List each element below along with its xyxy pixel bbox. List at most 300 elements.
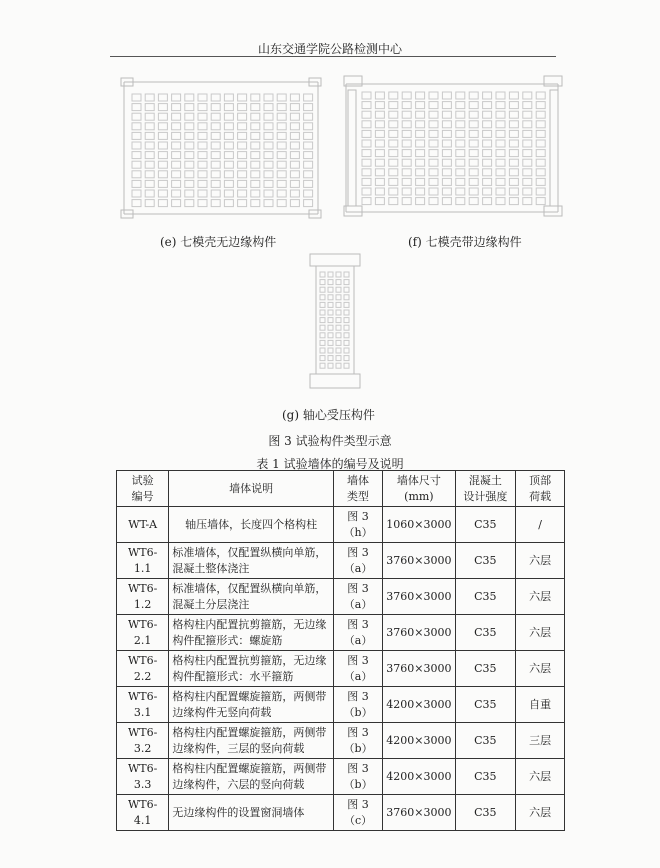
grid-cell — [523, 92, 532, 99]
grid-cell — [375, 111, 384, 118]
grid-cell — [328, 333, 333, 338]
figure-e-caption: (e) 七模壳无边缘构件 — [160, 235, 277, 249]
grid-cell — [238, 142, 247, 149]
grid-cell — [536, 140, 545, 147]
grid-cell — [389, 130, 398, 137]
grid-cell — [172, 142, 181, 149]
table-1-caption: 表 1 试验墙体的编号及说明 — [256, 457, 404, 471]
grid-cell — [328, 318, 333, 323]
cell-size: 3760×3000 — [383, 651, 455, 687]
grid-cell — [416, 102, 425, 109]
header-id-line1: 试验 — [131, 473, 154, 487]
grid-cell — [172, 94, 181, 101]
grid-cell — [320, 287, 325, 292]
grid-cell — [158, 142, 167, 149]
grid-cell — [429, 130, 438, 137]
cell-description — [169, 579, 333, 615]
cell-description-line: 格构柱内配置螺旋箍筋，两侧带 — [172, 689, 327, 703]
grid-cell — [277, 104, 286, 111]
grid-cell — [362, 188, 371, 195]
grid-cell — [224, 180, 233, 187]
grid-cell — [483, 198, 492, 205]
grid-cell — [251, 171, 260, 178]
grid-cell — [389, 188, 398, 195]
grid-cell — [496, 111, 505, 118]
grid-cell — [172, 171, 181, 178]
grid-cell — [185, 161, 194, 168]
grid-cell — [389, 178, 398, 185]
grid-cell — [238, 132, 247, 139]
cell-description — [169, 651, 333, 687]
grid-cell — [145, 190, 154, 197]
grid-cell — [145, 180, 154, 187]
grid-cell — [277, 161, 286, 168]
cell-load: 六层 — [516, 615, 565, 651]
grid-cell — [211, 113, 220, 120]
grid-cell — [456, 140, 465, 147]
grid-cell — [238, 180, 247, 187]
grid-cell — [304, 123, 313, 130]
grid-cell — [523, 150, 532, 157]
grid-cell — [496, 140, 505, 147]
grid-cell — [362, 102, 371, 109]
grid-cell — [172, 113, 181, 120]
grid-cell — [429, 150, 438, 157]
grid-cell — [483, 188, 492, 195]
grid-cell — [416, 121, 425, 128]
header-description-text: 墙体说明 — [229, 481, 274, 495]
grid-cell — [198, 94, 207, 101]
grid-cell — [211, 171, 220, 178]
grid-cell — [251, 180, 260, 187]
grid-cell — [483, 111, 492, 118]
grid-cell — [442, 178, 451, 185]
grid-cell — [290, 152, 299, 159]
cell-type: 图 3（a） — [333, 543, 382, 579]
figure-g-wall-drawing — [306, 250, 364, 392]
grid-cell — [211, 142, 220, 149]
grid-cell — [336, 302, 341, 307]
grid-cell — [442, 159, 451, 166]
grid-cell — [416, 140, 425, 147]
cell-description-line: 标准墙体，仅配置纵横向单筋， — [172, 581, 327, 595]
grid-cell — [402, 121, 411, 128]
grid-cell — [536, 178, 545, 185]
grid-cell — [344, 325, 349, 330]
grid-cell — [483, 178, 492, 185]
cell-load: 六层 — [516, 579, 565, 615]
grid-cell — [509, 178, 518, 185]
grid-cell — [523, 178, 532, 185]
grid-cell — [145, 123, 154, 130]
cell-load: 六层 — [516, 651, 565, 687]
grid-cell — [172, 132, 181, 139]
grid-cell — [132, 113, 141, 120]
grid-cell — [158, 200, 167, 207]
grid-cell — [304, 161, 313, 168]
table-row — [117, 543, 565, 579]
grid-cell — [429, 92, 438, 99]
grid-cell — [132, 142, 141, 149]
grid-cell — [389, 140, 398, 147]
grid-cell — [344, 348, 349, 353]
cell-concrete: C35 — [455, 723, 516, 759]
cell-id: WT-A — [117, 507, 169, 543]
grid-cell — [158, 171, 167, 178]
grid-cell — [509, 169, 518, 176]
grid-cell — [185, 200, 194, 207]
grid-cell — [336, 340, 341, 345]
grid-cell — [224, 113, 233, 120]
grid-cell — [172, 152, 181, 159]
grid-cell — [145, 171, 154, 178]
grid-cell — [375, 140, 384, 147]
grid-cell — [344, 363, 349, 368]
grid-cell — [362, 178, 371, 185]
grid-cell — [442, 188, 451, 195]
grid-cell — [224, 123, 233, 130]
grid-cell — [132, 171, 141, 178]
figure-g-caption: (g) 轴心受压构件 — [282, 408, 375, 422]
grid-cell — [416, 169, 425, 176]
grid-cell — [224, 104, 233, 111]
grid-cell — [198, 152, 207, 159]
grid-cell — [172, 161, 181, 168]
grid-cell — [145, 113, 154, 120]
grid-cell — [429, 140, 438, 147]
grid-cell — [344, 333, 349, 338]
grid-cell — [375, 92, 384, 99]
header-type-line1: 墙体 — [347, 473, 370, 487]
grid-cell — [158, 123, 167, 130]
grid-cell — [344, 272, 349, 277]
grid-cell — [198, 190, 207, 197]
cell-id: WT6-1.1 — [117, 543, 169, 579]
cell-description-line: 无边缘构件的设置窗洞墙体 — [172, 805, 305, 819]
grid-cell — [132, 94, 141, 101]
grid-cell — [375, 159, 384, 166]
header-load — [516, 471, 565, 507]
grid-cell — [402, 188, 411, 195]
grid-cell — [320, 302, 325, 307]
grid-cell — [328, 287, 333, 292]
cell-description-line: 格构柱内配置螺旋箍筋，两侧带 — [172, 725, 327, 739]
cell-size: 4200×3000 — [383, 723, 455, 759]
grid-cell — [251, 104, 260, 111]
header-concrete — [455, 471, 516, 507]
grid-cell — [211, 123, 220, 130]
cell-id: WT6-3.1 — [117, 687, 169, 723]
grid-cell — [264, 190, 273, 197]
grid-cell — [375, 130, 384, 137]
grid-cell — [336, 356, 341, 361]
header-type — [333, 471, 382, 507]
grid-cell — [290, 180, 299, 187]
grid-cell — [442, 130, 451, 137]
grid-cell — [536, 169, 545, 176]
cell-type: 图 3（c） — [333, 795, 382, 831]
grid-cell — [469, 198, 478, 205]
grid-cell — [304, 180, 313, 187]
grid-cell — [456, 102, 465, 109]
grid-cell — [211, 190, 220, 197]
grid-cell — [523, 102, 532, 109]
grid-cell — [145, 142, 154, 149]
grid-cell — [336, 272, 341, 277]
grid-cell — [336, 363, 341, 368]
grid-cell — [442, 102, 451, 109]
grid-cell — [344, 310, 349, 315]
grid-cell — [429, 198, 438, 205]
cell-size: 3760×3000 — [383, 795, 455, 831]
grid-cell — [402, 130, 411, 137]
grid-cell — [523, 140, 532, 147]
grid-cell — [536, 121, 545, 128]
grid-cell — [442, 169, 451, 176]
cell-description-line: 标准墙体，仅配置纵横向单筋， — [172, 545, 327, 559]
grid-cell — [277, 180, 286, 187]
grid-cell — [496, 159, 505, 166]
grid-cell — [224, 171, 233, 178]
grid-cell — [536, 102, 545, 109]
grid-cell — [224, 152, 233, 159]
cell-load: / — [516, 507, 565, 543]
grid-cell — [185, 152, 194, 159]
grid-cell — [328, 302, 333, 307]
grid-cell — [224, 132, 233, 139]
grid-cell — [456, 159, 465, 166]
table-row — [117, 795, 565, 831]
grid-cell — [185, 113, 194, 120]
grid-cell — [496, 102, 505, 109]
grid-cell — [224, 200, 233, 207]
grid-cell — [536, 188, 545, 195]
grid-cell — [536, 150, 545, 157]
grid-cell — [496, 169, 505, 176]
page-header: 山东交通学院公路检测中心 — [257, 42, 402, 56]
grid-cell — [132, 123, 141, 130]
grid-cell — [238, 152, 247, 159]
grid-cell — [375, 169, 384, 176]
cell-type: 图 3（a） — [333, 615, 382, 651]
grid-cell — [264, 142, 273, 149]
grid-cell — [328, 310, 333, 315]
grid-cell — [238, 104, 247, 111]
grid-cell — [198, 142, 207, 149]
grid-cell — [328, 340, 333, 345]
cell-type: 图 3（b） — [333, 687, 382, 723]
cell-concrete: C35 — [455, 615, 516, 651]
grid-cell — [264, 152, 273, 159]
table-row — [117, 615, 565, 651]
grid-cell — [290, 113, 299, 120]
grid-cell — [132, 104, 141, 111]
table-row — [117, 759, 565, 795]
grid-cell — [336, 295, 341, 300]
grid-cell — [469, 130, 478, 137]
grid-cell — [158, 113, 167, 120]
cell-description-line: 构件配箍形式：螺旋筋 — [172, 633, 283, 647]
grid-cell — [251, 152, 260, 159]
grid-cell — [509, 111, 518, 118]
grid-cell — [469, 92, 478, 99]
cell-description-line: 格构柱内配置抗剪箍筋，无边缘 — [172, 617, 327, 631]
figure-f-wall-drawing — [342, 72, 564, 220]
grid-cell — [389, 121, 398, 128]
cell-concrete: C35 — [455, 759, 516, 795]
grid-cell — [172, 200, 181, 207]
grid-cell — [158, 94, 167, 101]
cell-size: 3760×3000 — [383, 543, 455, 579]
grid-cell — [362, 130, 371, 137]
grid-cell — [277, 142, 286, 149]
grid-cell — [509, 188, 518, 195]
grid-cell — [389, 198, 398, 205]
grid-cell — [389, 169, 398, 176]
grid-cell — [304, 94, 313, 101]
grid-cell — [469, 102, 478, 109]
grid-cell — [336, 348, 341, 353]
grid-cell — [145, 104, 154, 111]
grid-cell — [362, 198, 371, 205]
cell-id: WT6-2.1 — [117, 615, 169, 651]
cell-description — [169, 507, 333, 543]
grid-cell — [304, 200, 313, 207]
grid-cell — [523, 159, 532, 166]
grid-cell — [523, 121, 532, 128]
grid-cell — [320, 272, 325, 277]
grid-cell — [442, 140, 451, 147]
grid-cell — [509, 121, 518, 128]
grid-cell — [320, 333, 325, 338]
grid-cell — [416, 111, 425, 118]
grid-cell — [290, 123, 299, 130]
table-row — [117, 579, 565, 615]
grid-cell — [328, 348, 333, 353]
grid-cell — [290, 104, 299, 111]
grid-cell — [238, 171, 247, 178]
grid-cell — [238, 161, 247, 168]
grid-cell — [375, 150, 384, 157]
cell-description-line: 边缘构件，三层的竖向荷载 — [172, 741, 305, 755]
grid-cell — [389, 150, 398, 157]
grid-cell — [277, 190, 286, 197]
grid-cell — [238, 123, 247, 130]
grid-cell — [224, 94, 233, 101]
grid-cell — [456, 130, 465, 137]
grid-cell — [336, 310, 341, 315]
grid-cell — [328, 280, 333, 285]
grid-cell — [185, 132, 194, 139]
grid-cell — [469, 169, 478, 176]
header-size — [383, 471, 455, 507]
header-type-line2: 类型 — [347, 489, 370, 503]
grid-cell — [158, 152, 167, 159]
grid-cell — [416, 198, 425, 205]
grid-cell — [469, 121, 478, 128]
grid-cell — [198, 200, 207, 207]
grid-cell — [145, 152, 154, 159]
grid-cell — [264, 171, 273, 178]
grid-cell — [264, 123, 273, 130]
grid-cell — [336, 333, 341, 338]
grid-cell — [290, 200, 299, 207]
grid-cell — [320, 363, 325, 368]
cell-load: 自重 — [516, 687, 565, 723]
table-row — [117, 687, 565, 723]
grid-cell — [456, 178, 465, 185]
grid-cell — [172, 104, 181, 111]
grid-cell — [185, 171, 194, 178]
grid-cell — [536, 198, 545, 205]
cell-description-line: 轴压墙体，长度四个格构柱 — [185, 517, 318, 531]
cell-description-line: 格构柱内配置螺旋箍筋，两侧带 — [172, 761, 327, 775]
grid-cell — [198, 171, 207, 178]
grid-cell — [483, 130, 492, 137]
grid-cell — [328, 272, 333, 277]
grid-cell — [211, 94, 220, 101]
grid-cell — [277, 171, 286, 178]
grid-cell — [469, 188, 478, 195]
grid-cell — [509, 140, 518, 147]
grid-cell — [198, 104, 207, 111]
grid-cell — [496, 198, 505, 205]
grid-cell — [483, 150, 492, 157]
grid-cell — [402, 92, 411, 99]
grid-cell — [429, 178, 438, 185]
grid-cell — [251, 142, 260, 149]
grid-cell — [290, 171, 299, 178]
grid-cell — [536, 92, 545, 99]
grid-cell — [536, 159, 545, 166]
cell-id: WT6-2.2 — [117, 651, 169, 687]
grid-cell — [483, 121, 492, 128]
cell-id: WT6-3.3 — [117, 759, 169, 795]
grid-cell — [211, 132, 220, 139]
grid-cell — [336, 287, 341, 292]
grid-cell — [185, 190, 194, 197]
figure-f-caption: (f) 七模壳带边缘构件 — [408, 235, 522, 249]
grid-cell — [264, 200, 273, 207]
grid-cell — [145, 161, 154, 168]
cell-size: 3760×3000 — [383, 579, 455, 615]
grid-cell — [402, 140, 411, 147]
grid-cell — [416, 188, 425, 195]
grid-cell — [442, 111, 451, 118]
cell-concrete: C35 — [455, 651, 516, 687]
grid-cell — [320, 348, 325, 353]
cell-description — [169, 759, 333, 795]
grid-cell — [509, 92, 518, 99]
grid-cell — [483, 140, 492, 147]
grid-cell — [185, 180, 194, 187]
cell-concrete: C35 — [455, 579, 516, 615]
grid-cell — [375, 188, 384, 195]
grid-cell — [238, 113, 247, 120]
grid-cell — [442, 150, 451, 157]
grid-cell — [389, 102, 398, 109]
grid-cell — [469, 178, 478, 185]
grid-cell — [264, 180, 273, 187]
grid-cell — [523, 169, 532, 176]
grid-cell — [362, 140, 371, 147]
grid-cell — [211, 180, 220, 187]
grid-cell — [523, 188, 532, 195]
grid-cell — [402, 178, 411, 185]
grid-cell — [416, 159, 425, 166]
grid-cell — [429, 111, 438, 118]
cell-type: 图 3（a） — [333, 651, 382, 687]
